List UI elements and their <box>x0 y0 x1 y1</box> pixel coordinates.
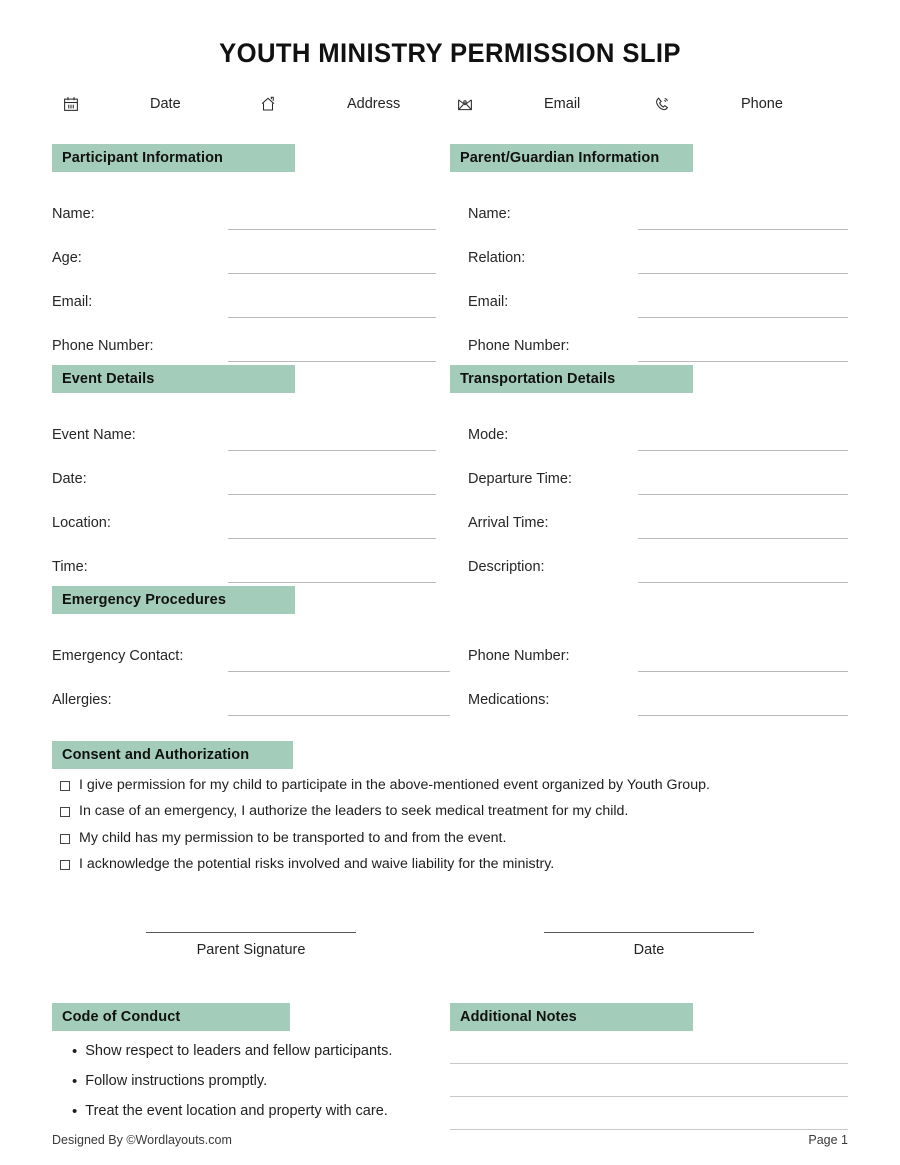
consent-heading-spacer <box>450 741 848 769</box>
field-input-parent-name[interactable] <box>638 229 848 230</box>
calendar-icon <box>60 93 82 115</box>
emergency-fields-left <box>52 628 450 716</box>
page-footer <box>0 1133 900 1147</box>
parent-guardian-fields <box>450 172 848 362</box>
code-of-conduct-item-label: Follow instructions promptly. <box>85 1072 268 1089</box>
checkbox-consent-liability-waiver[interactable] <box>60 860 70 870</box>
section-heading-participant: Participant Information <box>52 144 295 172</box>
signature-row <box>0 932 900 958</box>
field-input-event-date[interactable] <box>228 494 436 495</box>
field-label-allergies: Allergies: <box>52 692 112 708</box>
page-title: YOUTH MINISTRY PERMISSION SLIP <box>219 38 681 68</box>
code-of-conduct-list <box>52 1043 450 1121</box>
parent-signature-caption: Parent Signature <box>196 941 306 958</box>
field-input-parent-email[interactable] <box>638 317 848 318</box>
field-input-medications[interactable] <box>638 715 848 716</box>
section-heading-event-details: Event Details <box>52 365 295 393</box>
participant-fields <box>52 172 436 362</box>
consent-item[interactable] <box>60 777 848 795</box>
bullet-icon: • <box>72 1072 78 1090</box>
field-label-phone-number: Phone Number: <box>52 338 154 354</box>
field-input-departure-time[interactable] <box>638 494 848 495</box>
emergency-heading-spacer <box>450 586 848 614</box>
contact-header-row <box>0 93 900 115</box>
additional-notes-input-line-1[interactable] <box>450 1031 848 1064</box>
contact-label-address: Address <box>347 96 401 112</box>
field-row <box>52 318 436 362</box>
list-item <box>72 1043 450 1061</box>
code-of-conduct-item-label: Show respect to leaders and fellow participants. <box>85 1042 393 1059</box>
consent-item-label: My child has my permission to be transported to and from the event. <box>79 829 507 846</box>
section-heading-additional-notes: Additional Notes <box>450 1003 693 1031</box>
field-input-email[interactable] <box>228 317 436 318</box>
consent-heading-row <box>0 741 900 769</box>
field-label-mode: Mode: <box>468 427 509 443</box>
field-input-allergies[interactable] <box>228 715 450 716</box>
field-row <box>52 672 450 716</box>
field-input-emergency-contact[interactable] <box>228 671 450 672</box>
consent-item[interactable] <box>60 830 848 848</box>
section-heading-parent-guardian: Parent/Guardian Information <box>450 144 693 172</box>
field-row <box>52 274 436 318</box>
list-item <box>72 1073 450 1091</box>
field-label-emergency-phone-number: Phone Number: <box>468 648 570 664</box>
contact-item-address <box>257 93 454 115</box>
signature-date-line[interactable] <box>544 932 754 933</box>
consent-item[interactable] <box>60 803 848 821</box>
field-row <box>450 274 848 318</box>
event-fields <box>52 393 436 583</box>
consent-item[interactable] <box>60 856 848 874</box>
field-row <box>450 539 848 583</box>
contact-item-phone <box>651 93 848 115</box>
field-row <box>450 186 848 230</box>
signature-date-block <box>450 932 848 958</box>
field-row <box>450 230 848 274</box>
field-label-parent-phone-number: Phone Number: <box>468 338 570 354</box>
home-icon <box>257 93 279 115</box>
field-input-phone-number[interactable] <box>228 361 436 362</box>
field-label-medications: Medications: <box>468 692 550 708</box>
additional-notes-input-line-2[interactable] <box>450 1064 848 1097</box>
additional-notes-lines <box>450 1031 848 1130</box>
parent-signature-line[interactable] <box>146 932 356 933</box>
contact-item-email <box>454 93 651 115</box>
field-input-location[interactable] <box>228 538 436 539</box>
field-label-parent-email: Email: <box>468 294 509 310</box>
consent-item-label: I give permission for my child to participate in the above-mentioned event organized by Youth Group. <box>79 777 710 793</box>
field-label-event-name: Event Name: <box>52 427 136 443</box>
field-label-description: Description: <box>468 559 545 575</box>
field-row <box>450 495 848 539</box>
section-heading-transportation-details: Transportation Details <box>450 365 693 393</box>
checkbox-consent-medical-treatment[interactable] <box>60 807 70 817</box>
emergency-fields-row <box>0 628 900 716</box>
parent-signature-block <box>52 932 450 958</box>
field-row <box>450 407 848 451</box>
field-label-age: Age: <box>52 250 82 266</box>
field-input-event-name[interactable] <box>228 450 436 451</box>
additional-notes-input-line-3[interactable] <box>450 1097 848 1130</box>
footer-designed-by: Designed By ©Wordlayouts.com <box>52 1133 232 1147</box>
field-label-time: Time: <box>52 559 88 575</box>
field-input-emergency-phone-number[interactable] <box>638 671 848 672</box>
field-input-arrival-time[interactable] <box>638 538 848 539</box>
checkbox-consent-transportation[interactable] <box>60 834 70 844</box>
envelope-icon <box>454 93 476 115</box>
field-label-departure-time: Departure Time: <box>468 471 572 487</box>
consent-section <box>52 741 450 769</box>
field-row <box>450 451 848 495</box>
section-heading-emergency-procedures: Emergency Procedures <box>52 586 295 614</box>
transportation-fields <box>450 393 848 583</box>
field-row <box>52 407 436 451</box>
field-label-arrival-time: Arrival Time: <box>468 515 549 531</box>
field-row <box>450 628 848 672</box>
bullet-icon: • <box>72 1042 78 1060</box>
field-label-emergency-contact: Emergency Contact: <box>52 648 184 664</box>
code-of-conduct-section <box>52 1003 450 1133</box>
field-input-relation[interactable] <box>638 273 848 274</box>
field-input-description[interactable] <box>638 582 848 583</box>
code-of-conduct-item-label: Treat the event location and property with care. <box>85 1102 388 1119</box>
field-row <box>52 628 450 672</box>
additional-notes-section <box>450 1003 848 1133</box>
bullet-icon: • <box>72 1102 78 1120</box>
checkbox-consent-participate[interactable] <box>60 781 70 791</box>
phone-icon <box>651 93 673 115</box>
info-section-row <box>0 144 900 362</box>
bottom-section-row <box>0 1003 900 1133</box>
event-details-section <box>52 365 450 583</box>
participant-information-section <box>52 144 450 362</box>
contact-item-date <box>60 93 257 115</box>
signature-date-caption: Date <box>633 941 665 958</box>
section-heading-consent: Consent and Authorization <box>52 741 293 769</box>
field-label-parent-name: Name: <box>468 206 511 222</box>
field-row <box>450 672 848 716</box>
field-label-email: Email: <box>52 294 93 310</box>
field-row <box>52 186 436 230</box>
emergency-fields-right <box>450 628 848 716</box>
transportation-details-section <box>450 365 848 583</box>
section-heading-code-of-conduct: Code of Conduct <box>52 1003 290 1031</box>
field-input-age[interactable] <box>228 273 436 274</box>
field-row <box>450 318 848 362</box>
contact-label-email: Email <box>544 96 581 112</box>
contact-label-phone: Phone <box>741 96 783 112</box>
field-input-name[interactable] <box>228 229 436 230</box>
consent-item-label: I acknowledge the potential risks involved and waive liability for the ministry. <box>79 855 555 872</box>
field-row <box>52 495 436 539</box>
list-item <box>72 1103 450 1121</box>
emergency-procedures-section <box>52 586 450 614</box>
field-row <box>52 230 436 274</box>
field-input-parent-phone-number[interactable] <box>638 361 848 362</box>
field-row <box>52 539 436 583</box>
field-label-location: Location: <box>52 515 111 531</box>
consent-item-label: In case of an emergency, I authorize the leaders to seek medical treatment for my child. <box>79 803 629 820</box>
field-label-name: Name: <box>52 206 95 222</box>
field-input-time[interactable] <box>228 582 436 583</box>
footer-page-number: Page 1 <box>808 1133 848 1147</box>
consent-checkbox-list <box>0 769 900 874</box>
contact-label-date: Date <box>150 96 181 112</box>
field-row <box>52 451 436 495</box>
field-input-mode[interactable] <box>638 450 848 451</box>
details-section-row <box>0 365 900 583</box>
emergency-heading-row <box>0 586 900 614</box>
field-label-relation: Relation: <box>468 250 526 266</box>
field-label-event-date: Date: <box>52 471 87 487</box>
parent-guardian-information-section <box>450 144 848 362</box>
